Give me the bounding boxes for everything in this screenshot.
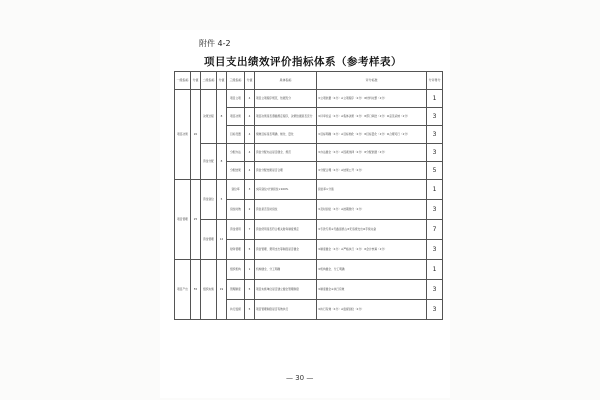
detail-cell: 资金使用是否符合相关财务制度规定 <box>255 220 317 240</box>
level3-indicator-cell: 财务管理 <box>227 240 245 260</box>
criteria-cell: ①专款专用②无截留挤占③无违规支出④手续完备 <box>317 220 427 240</box>
level2-score-cell: 8 <box>217 144 227 180</box>
criteria-cell: ①分配合理（1分）②结果公开（1分） <box>317 162 427 180</box>
criteria-cell: ①办法健全（1分）②因素选择（1分）③分配依据（1分） <box>317 144 427 162</box>
detail-cell: 资金分配结果是否合理 <box>255 162 317 180</box>
detail-cell: 资金是否及时到位 <box>255 200 317 220</box>
score-cell: 3 <box>427 300 443 320</box>
level2-indicator-cell: 决策过程 <box>201 90 217 144</box>
level3-score-cell: 4 <box>245 162 255 180</box>
level3-score-cell: 5 <box>245 240 255 260</box>
table-row <box>175 220 443 240</box>
level3-indicator-cell: 到位率 <box>227 180 245 200</box>
score-cell: 1 <box>427 180 443 200</box>
attachment-label: 附件 4-2 <box>199 39 231 48</box>
level3-score-cell: 4 <box>245 126 255 144</box>
level2-indicator-cell: 资金管理 <box>201 220 217 260</box>
level2-score-cell: 12 <box>217 220 227 260</box>
criteria-cell: ①立项依据（1分）②立项程序（1分）③材料完整（1分） <box>317 90 427 108</box>
column-header: 三级指标 <box>227 72 245 90</box>
detail-cell: 实际到位/计划到位×100% <box>255 180 317 200</box>
level2-indicator-cell: 组织实施 <box>201 260 217 320</box>
score-cell: 3 <box>427 240 443 260</box>
level2-indicator-cell: 资金到位 <box>201 180 217 220</box>
level3-score-cell: 4 <box>245 144 255 162</box>
detail-cell: 项目立项程序规范，依据充分 <box>255 90 317 108</box>
level3-indicator-cell: 项目决策 <box>227 108 245 126</box>
level1-indicator-cell: 项目决策 <box>175 90 191 180</box>
level3-indicator-cell: 管理制度 <box>227 280 245 300</box>
column-header: 一级指标 <box>175 72 191 90</box>
score-cell: 3 <box>427 280 443 300</box>
level3-score-cell: 1 <box>245 260 255 280</box>
level3-indicator-cell: 项目立项 <box>227 90 245 108</box>
criteria-cell: ①及时到位（1分）②按期拨付（1分） <box>317 200 427 220</box>
column-header: 分值 <box>191 72 201 90</box>
score-cell: 1 <box>427 260 443 280</box>
document-title: 项目支出绩效评价指标体系（参考样表） <box>204 56 402 68</box>
level3-indicator-cell: 分配结果 <box>227 162 245 180</box>
level3-indicator-cell: 资金使用 <box>227 220 245 240</box>
criteria-cell: ①评审论证（1分）②集体决策（1分）③部门审批（1分）④意见采纳（1分） <box>317 108 427 126</box>
detail-cell: 项目决策是否遵循规定程序，决策依据是否充分 <box>255 108 317 126</box>
table-header-row <box>175 72 443 90</box>
score-cell: 7 <box>427 220 443 240</box>
level3-indicator-cell: 分配办法 <box>227 144 245 162</box>
score-cell: 1 <box>427 90 443 108</box>
level3-score-cell: 5 <box>245 280 255 300</box>
score-cell: 5 <box>427 162 443 180</box>
level3-score-cell: 4 <box>245 108 255 126</box>
detail-cell: 资金分配办法是否健全、规范 <box>255 144 317 162</box>
level1-indicator-cell: 项目管理 <box>175 180 191 260</box>
criteria-cell: ①目标明确（1分）②目标细化（1分）③目标量化（1分）④合理可行（1分） <box>317 126 427 144</box>
detail-cell: 机构健全、分工明确 <box>255 260 317 280</box>
criteria-cell: ①制度健全②执行有效 <box>317 280 427 300</box>
criteria-cell: ①机构健全、分工明确 <box>317 260 427 280</box>
level2-score-cell: 19 <box>217 260 227 320</box>
column-header: 评分标准 <box>317 72 427 90</box>
column-header: 分值 <box>217 72 227 90</box>
page-number: — 30 — <box>286 374 314 382</box>
score-cell: 3 <box>427 144 443 162</box>
level3-score-cell: 7 <box>245 220 255 240</box>
level3-score-cell: 4 <box>245 90 255 108</box>
level3-score-cell: 5 <box>245 300 255 320</box>
level2-score-cell: 5 <box>217 180 227 220</box>
level3-indicator-cell: 目标设置 <box>227 126 245 144</box>
column-header: 分值 <box>245 72 255 90</box>
level3-score-cell: 2 <box>245 200 255 220</box>
criteria-cell: ①制度健全（1分）②严格执行（1分）③会计核算（1分） <box>317 240 427 260</box>
level2-indicator-cell: 资金分配 <box>201 144 217 180</box>
table-row <box>175 180 443 200</box>
column-header: 具体指标 <box>255 72 317 90</box>
level3-indicator-cell: 到位时效 <box>227 200 245 220</box>
level2-score-cell: 8 <box>217 90 227 144</box>
table-row <box>175 144 443 162</box>
level3-score-cell: 3 <box>245 180 255 200</box>
table-body <box>175 90 443 320</box>
level1-score-cell: 20 <box>191 90 201 180</box>
score-cell: 3 <box>427 200 443 220</box>
level1-score-cell: 25 <box>191 180 201 260</box>
detail-cell: 绩效目标是否明确、细化、量化 <box>255 126 317 144</box>
score-cell: 3 <box>427 108 443 126</box>
indicator-table <box>174 71 443 320</box>
detail-cell: 项目管理制度是否有效执行 <box>255 300 317 320</box>
criteria-cell: 到位率×分值 <box>317 180 427 200</box>
detail-cell: 项目实施单位是否建立健全管理制度 <box>255 280 317 300</box>
detail-cell: 资金管理、费用支出等制度是否健全 <box>255 240 317 260</box>
level1-score-cell: 55 <box>191 260 201 320</box>
criteria-cell: ①执行有效（1分）②监督到位（1分） <box>317 300 427 320</box>
table-row <box>175 90 443 108</box>
column-header: 分评得分 <box>427 72 443 90</box>
level1-indicator-cell: 项目产出 <box>175 260 191 320</box>
score-cell: 3 <box>427 126 443 144</box>
level3-indicator-cell: 组织机构 <box>227 260 245 280</box>
level3-indicator-cell: 执行监督 <box>227 300 245 320</box>
column-header: 二级指标 <box>201 72 217 90</box>
table-row <box>175 260 443 280</box>
